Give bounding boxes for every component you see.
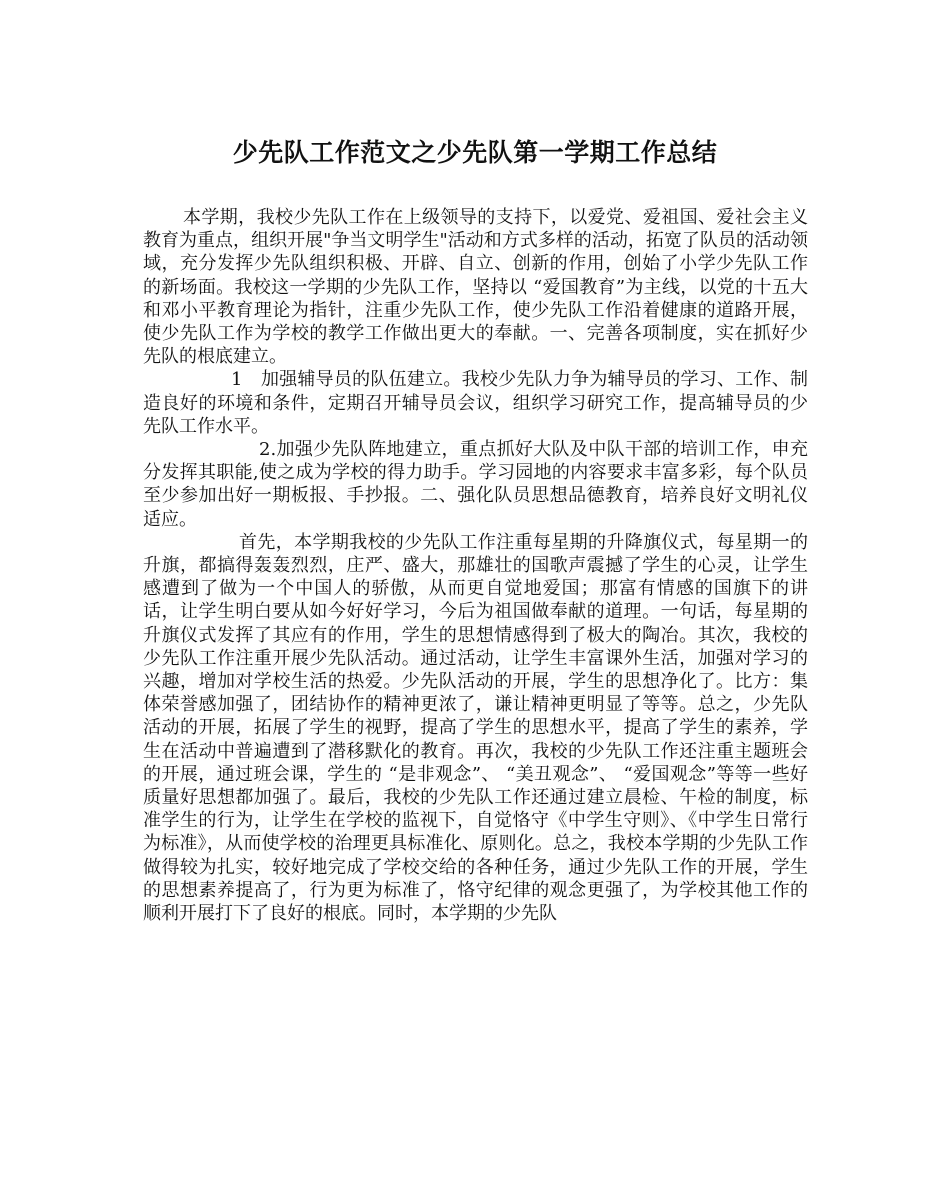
document-body — [143, 206, 808, 925]
paragraph-main: 首先，本学期我校的少先队工作注重每星期的升降旗仪式，每星期一的升旗，都搞得轰轰烈烈，庄严、盛大，那雄壮的国歌声震撼了学生的心灵，让学生感遭到了做为一个中国人的骄傲，从而更自觉地爱国；那富有情感的国旗下的讲话，让学生明白要从如今好好学习，今后为祖国做奉献的道理。一句话，每星期的升旗仪式发挥了其应有的作用，学生的思想情感得到了极大的陶冶。其次，我校的少先队工作注重开展少先队活动。通过活动，让学生丰富课外生活，加强对学习的兴趣，增加对学校生活的热爱。少先队活动的开展，学生的思想净化了。比方：集体荣誉感加强了，团结协作的精神更浓了，谦让精神更明显了等等。总之，少先队活动的开展，拓展了学生的视野，提高了学生的思想水平，提高了学生的素养，学生在活动中普遍遭到了潜移默化的教育。再次，我校的少先队工作还注重主题班会的开展，通过班会课，学生的 “是非观念”、 “美丑观念”、 “爱国观念”等等一些好质量好思想都加强了。最后，我校的少先队工作还通过建立晨检、午检的制度，标准学生的行为，让学生在学校的监视下，自觉恪守《中学生守则》、《中学生日常行为标准》，从而使学校的治理更具标准化、原则化。总之，我校本学期的少先队工作做得较为扎实，较好地完成了学校交给的各种任务，通过少先队工作的开展，学生的思想素养提高了，行为更为标准了，恪守纪律的观念更强了，为学校其他工作的顺利开展打下了良好的根底。同时，本学期的少先队 — [143, 531, 808, 925]
paragraph-intro: 本学期，我校少先队工作在上级领导的支持下，以爱党、爱祖国、爱社会主义教育为重点，组织开展"争当文明学生"活动和方式多样的活动，拓宽了队员的活动领域，充分发挥少先队组织积极、开辟、自立、创新的作用，创始了小学少先队工作的新场面。我校这一学期的少先队工作，坚持以 “爱国教育”为主线，以党的十五大和邓小平教育理论为指针，注重少先队工作，使少先队工作沿着健康的道路开展，使少先队工作为学校的教学工作做出更大的奉献。一、完善各项制度，实在抓好少先队的根底建立。 — [143, 207, 808, 368]
document-title: 少先队工作范文之少先队第一学期工作总结 — [232, 138, 718, 167]
paragraph-item-1: 1 加强辅导员的队伍建立。我校少先队力争为辅导员的学习、工作、制造良好的环境和条件，定期召开辅导员会议，组织学习研究工作，提高辅导员的少先队工作水平。 — [143, 369, 808, 437]
paragraph-item-2: 2.加强少先队阵地建立，重点抓好大队及中队干部的培训工作，申充分发挥其职能,使之成为学校的得力助手。学习园地的内容要求丰富多彩，每个队员至少参加出好一期板报、手抄报。二、强化队员思想品德教育，培养良好文明礼仪适应。 — [143, 439, 808, 530]
